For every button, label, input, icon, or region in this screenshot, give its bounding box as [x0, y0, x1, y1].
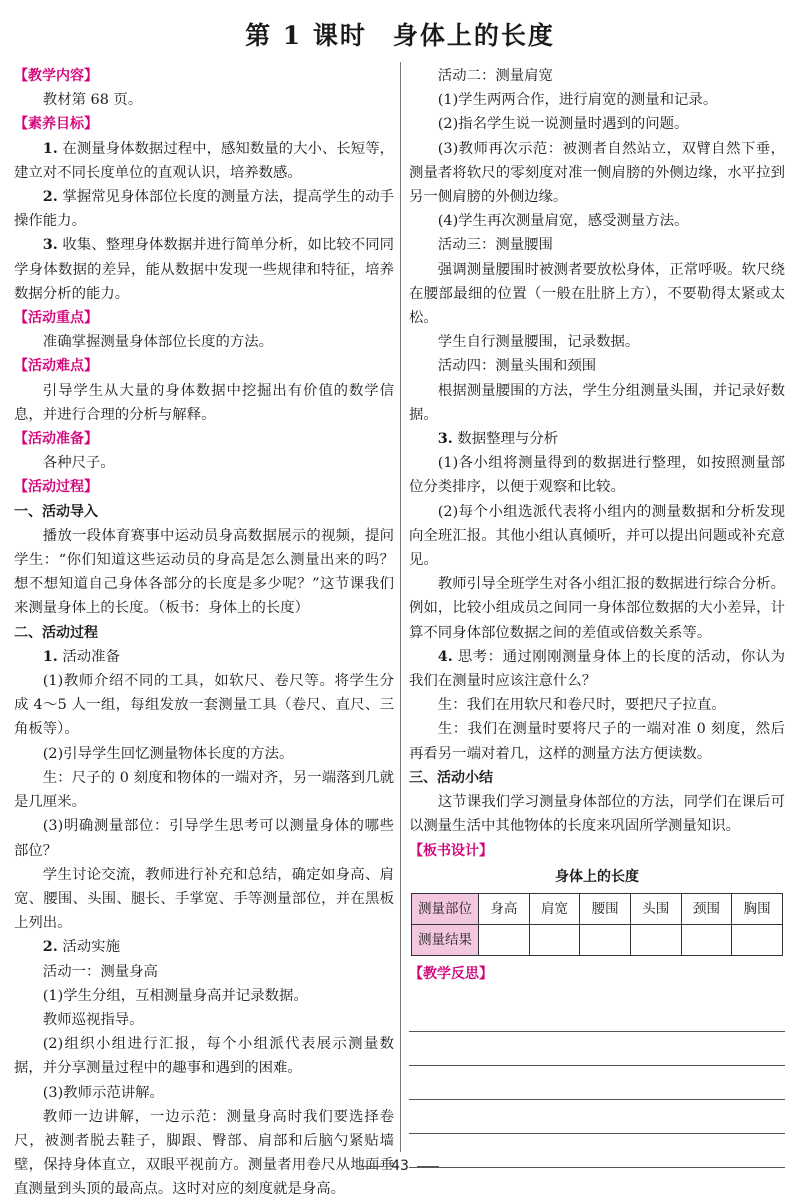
column-divider	[400, 62, 401, 1152]
goal-3-number: 3.	[42, 236, 58, 254]
goal-2-text: 掌握常见身体部位长度的测量方法，提高学生的动手操作能力。	[14, 189, 394, 230]
goal-1-text: 在测量身体数据过程中，感知数量的大小、长短等，建立对不同长度单位的直观认识，培养数感。	[14, 140, 394, 181]
table-cell: 头围	[630, 893, 681, 924]
paragraph: (1)学生两两合作，进行肩宽的测量和记录。	[437, 92, 718, 109]
goal-2-number: 2.	[42, 188, 58, 206]
lesson-title: 身体上的长度	[392, 21, 555, 50]
section-heading: 二、活动过程	[14, 624, 98, 641]
writing-line	[409, 998, 785, 1032]
paragraph: 活动一：测量身高	[42, 963, 158, 980]
paragraph: 强调测量腰围时被测者要放松身体，正常呼吸。软尺绕在腰部最细的位置（一般在肚脐上方），不要勒得太紧或太松。	[409, 261, 785, 327]
subheading	[14, 645, 394, 669]
page-number	[0, 1158, 800, 1174]
section-tag-goals: 【素养目标】	[14, 116, 98, 133]
dash-right	[417, 1166, 439, 1167]
paragraph: (3)教师示范讲解。	[42, 1084, 164, 1101]
lesson-number: 第 1 课时	[245, 21, 367, 50]
table-cell: 身高	[479, 893, 530, 924]
paragraph: 活动三：测量腰围	[437, 237, 553, 254]
paragraph: 生：我们在测量时要将尺子的一端对准 0 刻度，然后再看另一端对着几，这样的测量方法方便读数。	[409, 721, 785, 762]
table-cell: 腰围	[580, 893, 631, 924]
writing-line	[409, 1032, 785, 1066]
subheading-number: 3.	[437, 430, 453, 448]
paragraph: 教师一边讲解，一边示范：测量身高时我们要选择卷尺，被测者脱去鞋子，脚跟、臀部、肩部和后脑勺紧贴墙壁，保持身体直立，双眼平视前方。测量者用卷尺从地面垂直测量到头顶的最高点。这时对应的刻度就是身高。	[14, 1108, 394, 1198]
paragraph: 教师巡视指导。	[42, 1011, 144, 1028]
paragraph: (4)学生再次测量肩宽，感受测量方法。	[437, 213, 689, 230]
goal-1-number: 1.	[42, 139, 58, 157]
section-tag-content: 【教学内容】	[14, 68, 98, 84]
board-table	[411, 893, 783, 956]
paragraph: 各种尺子。	[42, 455, 115, 472]
subheading-text: 思考：通过刚刚测量身体上的长度的活动，你认为我们在测量时应该注意什么？	[409, 648, 785, 690]
dash-left	[361, 1166, 383, 1167]
paragraph: 准确掌握测量身体部位长度的方法。	[42, 334, 274, 351]
section-tag-preparation: 【活动准备】	[14, 431, 98, 448]
paragraph: 活动二：测量肩宽	[437, 68, 553, 84]
paragraph: (3)教师再次示范：被测者自然站立，双臂自然下垂，测量者将软尺的零刻度对准一侧肩膀的外侧边缘，水平拉到另一侧肩膀的外侧边缘。	[409, 140, 785, 206]
subheading-number: 1.	[42, 647, 58, 665]
goal-3-text: 收集、整理身体数据并进行简单分析，如比较不同同学身体数据的差异，能从数据中发现一些规律和特征，培养数据分析的能力。	[14, 237, 394, 302]
table-header-cell: 测量结果	[412, 924, 479, 955]
paragraph: (1)各小组将测量得到的数据进行整理，如按照测量部位分类排序，以便于观察和比较。	[409, 455, 785, 496]
section-tag-process: 【活动过程】	[14, 479, 98, 496]
paragraph: 教材第 68 页。	[42, 92, 143, 109]
paragraph: 播放一段体育赛事中运动员身高数据展示的视频，提问学生：“你们知道这些运动员的身高是怎么测量出来的吗？想不想知道自己身体各部分的长度是多少呢？”这节课我们来测量身体上的长度。（板书：身体上的长度）	[14, 527, 394, 617]
writing-line	[409, 1100, 785, 1134]
section-tag-reflection: 【教学反思】	[409, 965, 493, 982]
paragraph: 教师引导全班学生对各小组汇报的数据进行综合分析。例如，比较小组成员之间同一身体部位数据的大小差异，计算不同身体部位数据之间的差值或倍数关系等。	[409, 576, 785, 641]
table-cell	[732, 924, 783, 955]
section-heading: 三、活动小结	[409, 769, 493, 786]
table-cell: 颈围	[681, 893, 732, 924]
page-title	[0, 16, 800, 52]
paragraph: 学生讨论交流，教师进行补充和总结，确定如身高、肩宽、腰围、头围、腿长、手掌宽、手等测量部位，并在黑板上列出。	[14, 866, 394, 932]
paragraph: (1)学生分组，互相测量身高并记录数据。	[42, 987, 308, 1004]
table-row	[412, 924, 783, 955]
table-cell	[580, 924, 631, 955]
paragraph: (2)组织小组进行汇报，每个小组派代表展示测量数据，并分享测量过程中的趣事和遇到的困难。	[14, 1036, 394, 1077]
table-header-cell: 测量部位	[412, 893, 479, 924]
paragraph: (2)引导学生回忆测量物体长度的方法。	[42, 745, 294, 762]
board-title: 身体上的长度	[555, 868, 639, 885]
paragraph: (2)每个小组选派代表将小组内的测量数据和分析发现向全班汇报。其他小组认真倾听，并可以提出问题或补充意见。	[409, 503, 785, 569]
goal-2	[14, 185, 394, 233]
table-cell	[479, 924, 530, 955]
paragraph: 活动四：测量头围和颈围	[437, 358, 597, 375]
section-tag-difficulty: 【活动难点】	[14, 358, 98, 375]
table-cell	[630, 924, 681, 955]
table-row	[412, 893, 783, 924]
subheading	[409, 645, 785, 693]
subheading-text: 活动实施	[57, 939, 120, 956]
right-column	[409, 64, 785, 1168]
subheading-number: 4.	[437, 647, 453, 665]
subheading	[14, 935, 394, 959]
paragraph: (1)教师介绍不同的工具，如软尺、卷尺等。将学生分成 4～5 人一组，每组发放一套测量工具（卷尺、直尺、三角板等）。	[14, 673, 394, 738]
subheading-text: 活动准备	[57, 648, 120, 665]
reflection-lines	[409, 998, 785, 1168]
paragraph: 根据测量腰围的方法，学生分组测量头围，并记录好数据。	[409, 382, 785, 423]
paragraph: 生：我们在用软尺和卷尺时，要把尺子拉直。	[437, 697, 726, 714]
paragraph: (3)明确测量部位：引导学生思考可以测量身体的哪些部位？	[14, 818, 394, 859]
subheading-number: 2.	[42, 938, 58, 956]
section-tag-board: 【板书设计】	[409, 842, 493, 859]
table-cell: 胸围	[732, 893, 783, 924]
left-column	[14, 64, 394, 1202]
subheading	[409, 427, 785, 451]
paragraph: 学生自行测量腰围，记录数据。	[437, 334, 640, 351]
page-number-text: 43	[391, 1158, 409, 1174]
subheading-text: 数据整理与分析	[452, 431, 559, 448]
goal-1	[14, 137, 394, 185]
paragraph: (2)指名学生说一说测量时遇到的问题。	[437, 116, 689, 133]
writing-line	[409, 1066, 785, 1100]
table-cell: 肩宽	[529, 893, 580, 924]
goal-3	[14, 233, 394, 306]
paragraph: 生：尺子的 0 刻度和物体的一端对齐，另一端落到几就是几厘米。	[14, 769, 394, 811]
paragraph: 这节课我们学习测量身体部位的方法，同学们在课后可以测量生活中其他物体的长度来巩固所学测量知识。	[409, 794, 785, 835]
table-cell	[529, 924, 580, 955]
table-cell	[681, 924, 732, 955]
section-heading: 一、活动导入	[14, 503, 98, 520]
paragraph: 引导学生从大量的身体数据中挖掘出有价值的数学信息，并进行合理的分析与解释。	[14, 382, 394, 423]
section-tag-focus: 【活动重点】	[14, 310, 98, 327]
